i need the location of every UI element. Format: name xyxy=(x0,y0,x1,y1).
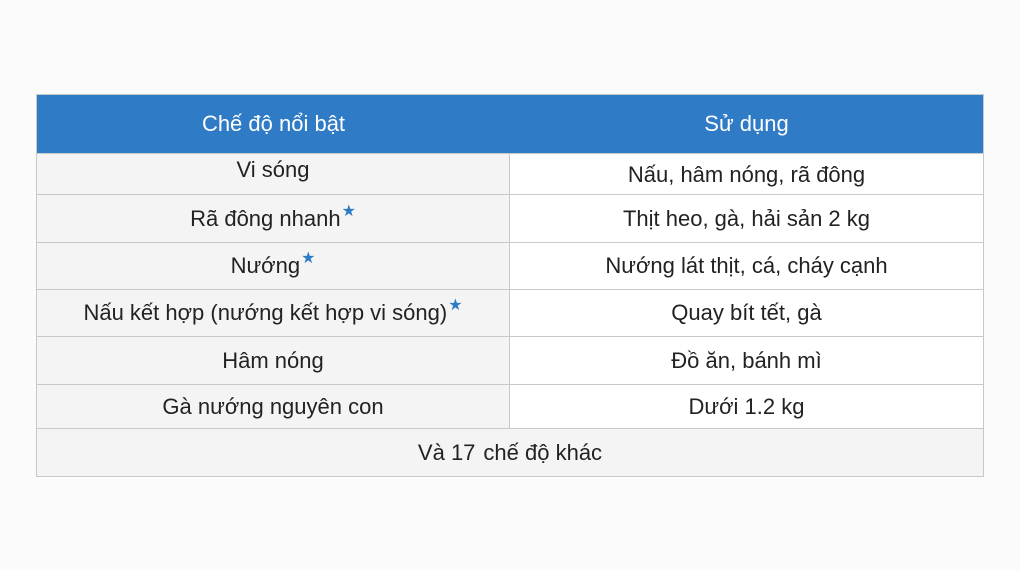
mode-label: Hâm nóng xyxy=(222,347,324,373)
table-row xyxy=(37,194,983,242)
usage-cell xyxy=(510,290,983,336)
usage-label: Nướng lát thịt, cá, cháy cạnh xyxy=(605,253,888,278)
usage-cell xyxy=(510,195,983,242)
usage-label: Thịt heo, gà, hải sản 2 kg xyxy=(622,205,871,231)
usage-cell xyxy=(510,385,983,428)
usage-cell xyxy=(510,243,983,289)
other-modes-label: chế độ khác xyxy=(483,439,603,465)
other-modes-cell xyxy=(37,429,983,476)
table-row xyxy=(37,289,983,336)
mode-label: Rã đông nhanh xyxy=(190,205,341,231)
mode-cell xyxy=(37,243,510,289)
mode-cell xyxy=(37,290,510,336)
usage-cell xyxy=(510,337,983,384)
mode-label: Vi sóng xyxy=(236,157,310,182)
mode-label: Nấu kết hợp (nướng kết hợp vi sóng) xyxy=(83,300,448,325)
usage-label: Quay bít tết, gà xyxy=(671,300,822,325)
mode-label: Gà nướng nguyên con xyxy=(162,393,384,419)
table-header-row xyxy=(37,95,983,153)
star-icon: ★ xyxy=(448,297,463,314)
mode-cell xyxy=(37,195,510,242)
star-icon: ★ xyxy=(341,202,356,220)
header-featured-mode: Chế độ nổi bật xyxy=(201,111,346,136)
usage-label: Đồ ăn, bánh mì xyxy=(671,347,822,373)
other-modes-count: Và 17 xyxy=(417,439,476,465)
table-row xyxy=(37,384,983,428)
star-icon: ★ xyxy=(301,250,316,267)
table-row xyxy=(37,242,983,289)
table-footer-row xyxy=(37,428,983,476)
usage-label: Dưới 1.2 kg xyxy=(688,393,805,419)
mode-cell xyxy=(37,385,510,428)
usage-cell xyxy=(510,154,983,194)
mode-cell xyxy=(37,154,510,194)
mode-label: Nướng xyxy=(230,253,301,278)
mode-cell xyxy=(37,337,510,384)
table-row xyxy=(37,153,983,194)
usage-label: Nấu, hâm nóng, rã đông xyxy=(627,162,866,187)
header-usage: Sử dụng xyxy=(704,111,789,136)
features-table xyxy=(36,94,984,477)
table-row xyxy=(37,336,983,384)
